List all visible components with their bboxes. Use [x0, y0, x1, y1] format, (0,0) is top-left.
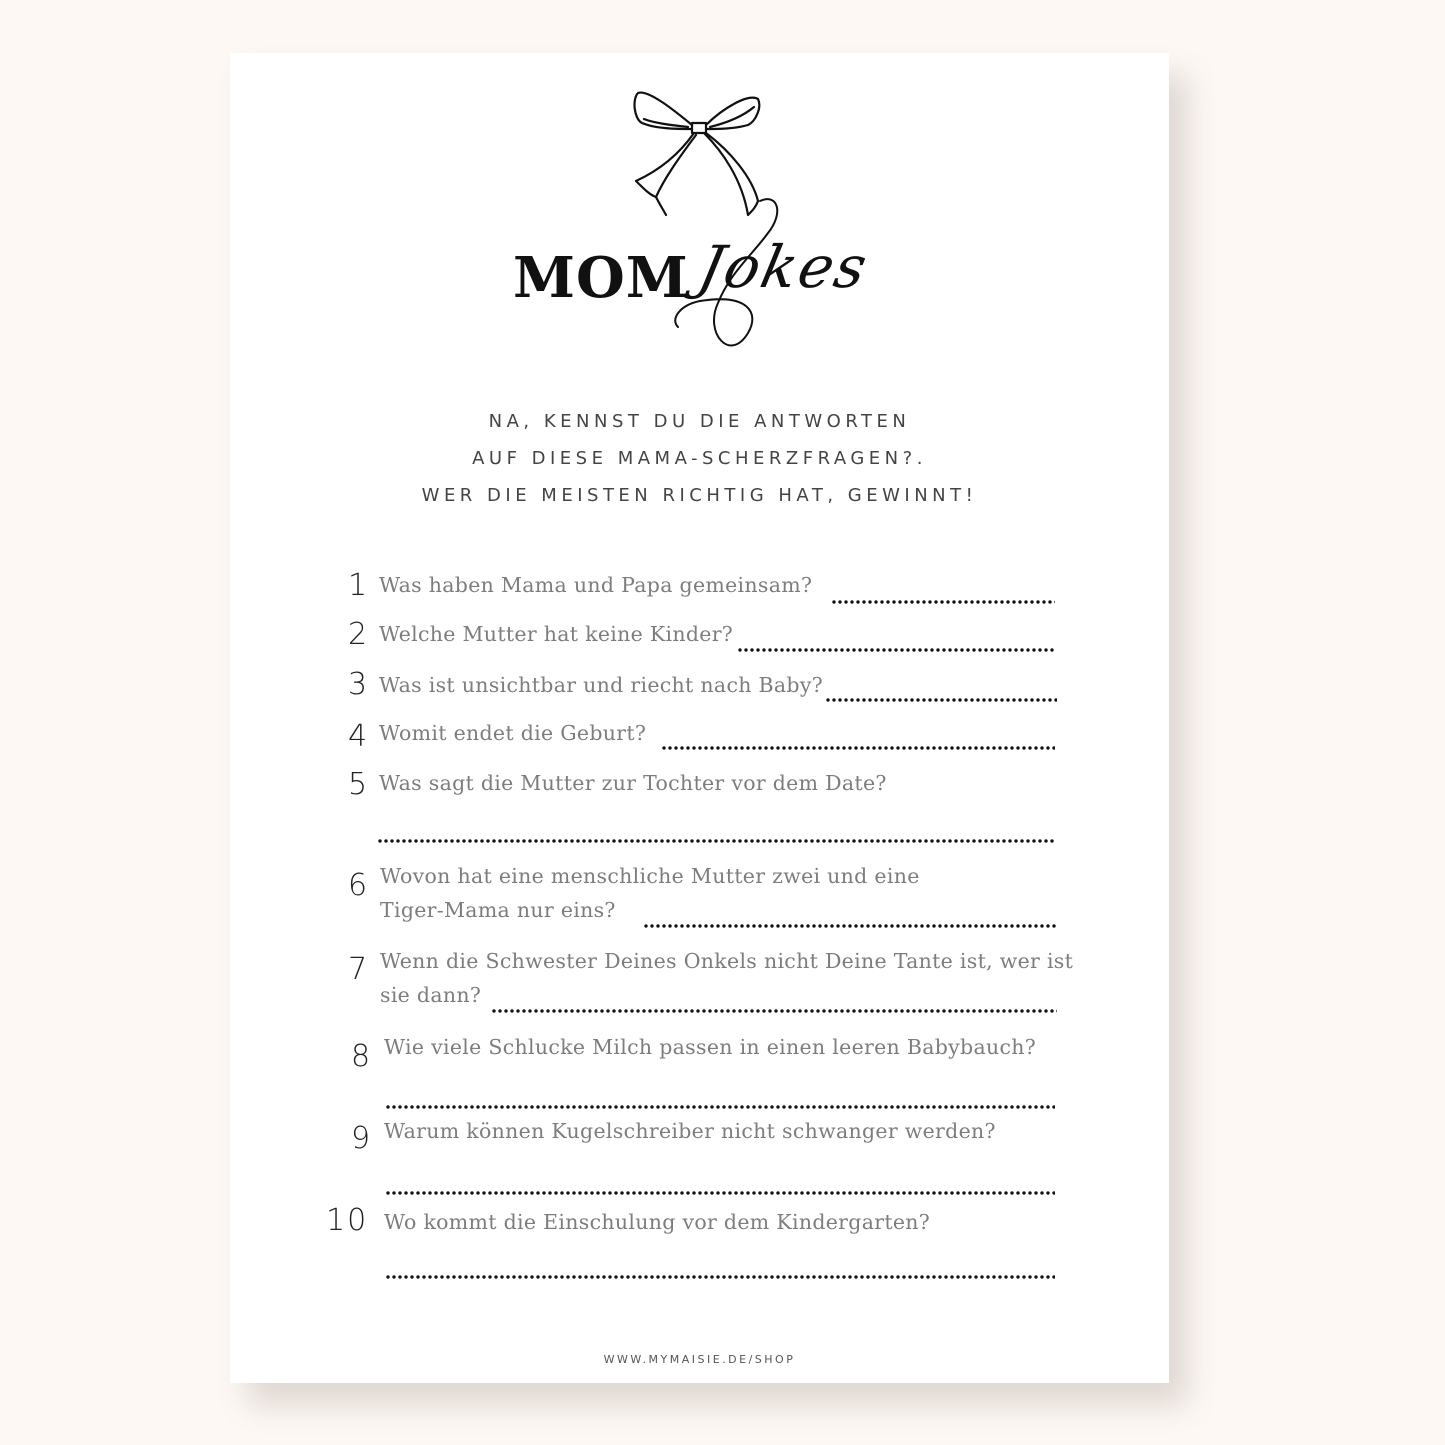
- answer-line-10[interactable]: [385, 1275, 1055, 1279]
- question-text: Warum können Kugelschreiber nicht schwanger werden?: [384, 1119, 996, 1143]
- question-text: Was haben Mama und Papa gemeinsam?: [379, 573, 813, 597]
- question-number: 8: [351, 1039, 371, 1074]
- answer-line-1[interactable]: [831, 600, 1055, 604]
- intro-line: NA, KENNST DU DIE ANTWORTEN: [488, 411, 911, 432]
- question-number: 7: [348, 952, 368, 987]
- question-text: Welche Mutter hat keine Kinder?: [379, 622, 734, 646]
- question-number: 9: [351, 1121, 371, 1156]
- question-text: Wovon hat eine menschliche Mutter zwei und eine: [380, 864, 920, 888]
- question-text: Was ist unsichtbar und riecht nach Baby?: [379, 673, 824, 697]
- intro-line: AUF DIESE MAMA-SCHERZFRAGEN?.: [472, 448, 927, 469]
- footer-url[interactable]: WWW.MYMAISIE.DE/SHOP: [603, 1353, 796, 1366]
- question-text: Was sagt die Mutter zur Tochter vor dem Date?: [379, 771, 887, 795]
- question-text: sie dann?: [380, 983, 482, 1007]
- question-number: 4: [348, 719, 368, 754]
- title-script: Jokes: [692, 233, 875, 301]
- question-number: 6: [348, 868, 368, 903]
- intro-text: [230, 403, 1169, 514]
- question-number: 10: [326, 1203, 369, 1238]
- question-text: Tiger-Mama nur eins?: [380, 898, 616, 922]
- question-text: Wo kommt die Einschulung vor dem Kindergarten?: [384, 1210, 931, 1234]
- answer-line-5[interactable]: [377, 839, 1055, 843]
- answer-line-8[interactable]: [385, 1105, 1055, 1109]
- question-text: Wie viele Schlucke Milch passen in einen leeren Babybauch?: [384, 1035, 1037, 1059]
- title: [230, 193, 1169, 373]
- question-number: 3: [348, 667, 368, 702]
- question-number: 5: [348, 767, 368, 802]
- answer-line-3[interactable]: [825, 698, 1057, 702]
- intro-line: WER DIE MEISTEN RICHTIG HAT, GEWINNT!: [421, 485, 978, 506]
- answer-line-4[interactable]: [661, 746, 1055, 750]
- question-text: Wenn die Schwester Deines Onkels nicht Deine Tante ist, wer ist: [380, 949, 1074, 973]
- worksheet-card: [230, 53, 1169, 1383]
- question-number: 2: [348, 617, 368, 652]
- answer-line-9[interactable]: [385, 1191, 1055, 1195]
- answer-line-2[interactable]: [737, 648, 1055, 652]
- answer-line-7[interactable]: [491, 1009, 1057, 1013]
- question-text: Womit endet die Geburt?: [379, 721, 647, 745]
- question-number: 1: [348, 568, 368, 603]
- answer-line-6[interactable]: [643, 924, 1057, 928]
- title-main: MOM: [513, 245, 689, 311]
